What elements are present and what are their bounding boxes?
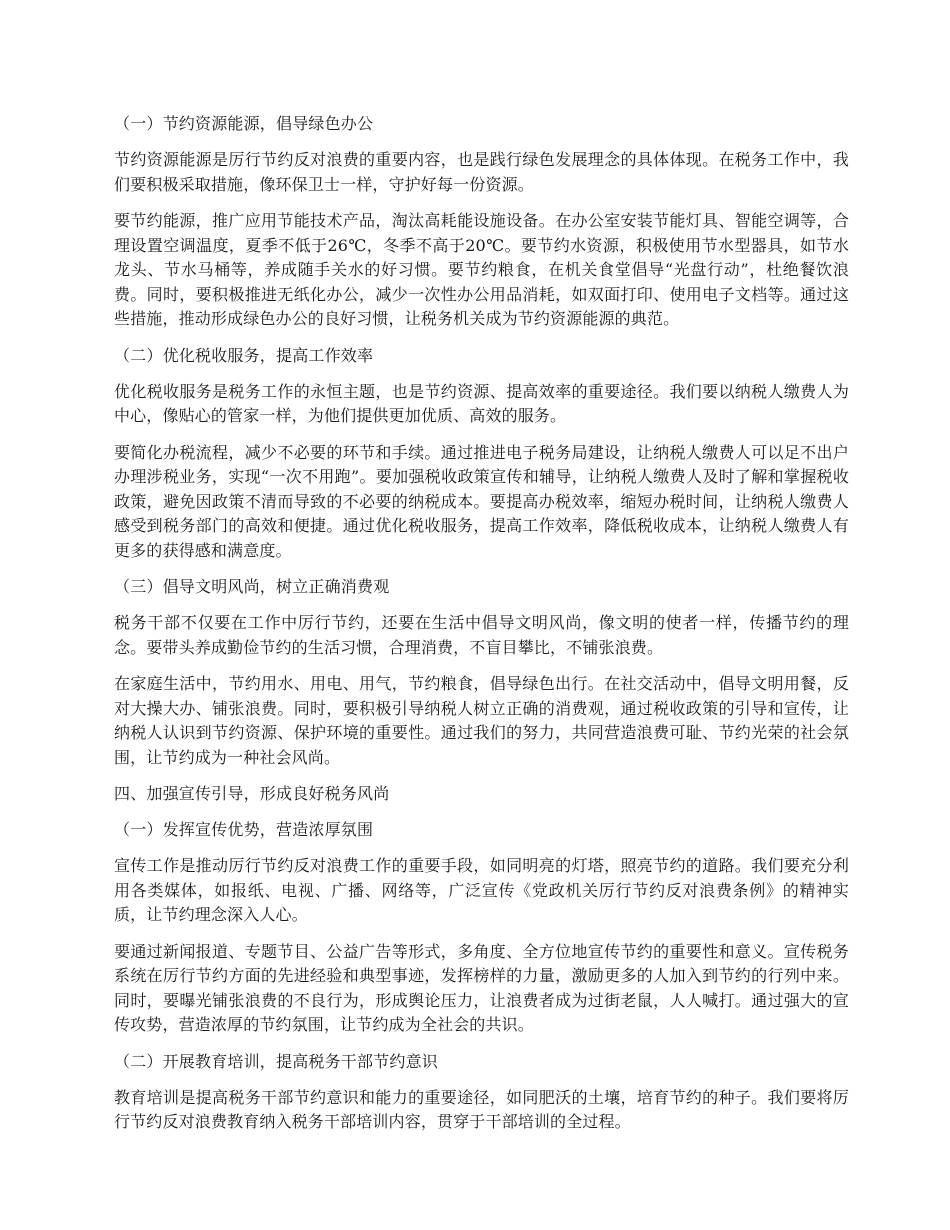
section-heading: （三）倡导文明风尚，树立正确消费观 [114,577,390,596]
document-body [114,112,849,1147]
section-heading: （二）优化税收服务，提高工作效率 [114,345,374,365]
paragraph: 宣传工作是推动厉行节约反对浪费工作的重要手段，如同明亮的灯塔，照亮节约的道路。我们要充分利用各类媒体，如报纸、电视、广播、网络等，广泛宣传《党政机关厉行节约反对浪费条例》的精神实质，让节约理念深入人心。 [114,856,849,924]
paragraph: 教育培训是提高税务干部节约意识和能力的重要途径，如同肥沃的土壤，培育节约的种子。我们要将厉行节约反对浪费教育纳入税务干部培训内容，贯穿于干部培训的全过程。 [114,1087,849,1131]
paragraph: 要节约能源，推广应用节能技术产品，淘汰高耗能设施设备。在办公室安装节能灯具、智能空调等，合理设置空调温度，夏季不低于26℃，冬季不高于20℃。要节约水资源，积极使用节水型器具，如节水龙头、节水马桶等，养成随手关水的好习惯。要节约粮食，在机关食堂倡导“光盘行动”，杜绝餐饮浪费。同时，要积极推进无纸化办公，减少一次性办公用品消耗，如双面打印、使用电子文档等。通过这些措施，推动形成绿色办公的良好习惯，让税务机关成为节约资源能源的典范。 [114,211,849,328]
section-heading: （一）发挥宣传优势，营造浓厚氛围 [114,820,374,839]
paragraph: 在家庭生活中，节约用水、用电、用气，节约粮食，倡导绿色出行。在社交活动中，倡导文明用餐，反对大操大办、铺张浪费。同时，要积极引导纳税人树立正确的消费观，通过税收政策的引导和宣传，让纳税人认识到节约资源、保护环境的重要性。通过我们的努力，共同营造浪费可耻、节约光荣的社会氛围，让节约成为一种社会风尚。 [114,674,849,767]
paragraph: 要通过新闻报道、专题节目、公益广告等形式，多角度、全方位地宣传节约的重要性和意义。宣传税务系统在厉行节约方面的先进经验和典型事迹，发挥榜样的力量，激励更多的人加入到节约的行列中来。同时，要曝光铺张浪费的不良行为，形成舆论压力，让浪费者成为过街老鼠，人人喊打。通过强大的宣传攻势，营造浓厚的节约氛围，让节约成为全社会的共识。 [114,941,849,1034]
paragraph: 优化税收服务是税务工作的永恒主题，也是节约资源、提高效率的重要途径。我们要以纳税人缴费人为中心，像贴心的管家一样，为他们提供更加优质、高效的服务。 [114,381,849,425]
paragraph: 要简化办税流程，减少不必要的环节和手续。通过推进电子税务局建设，让纳税人缴费人可以足不出户办理涉税业务，实现“一次不用跑”。要加强税收政策宣传和辅导，让纳税人缴费人及时了解和掌握税收政策，避免因政策不清而导致的不必要的纳税成本。要提高办税效率，缩短办税时间，让纳税人缴费人感受到税务部门的高效和便捷。通过优化税收服务，提高工作效率，降低税收成本，让纳税人缴费人有更多的获得感和满意度。 [114,442,849,560]
chapter-heading: 四、加强宣传引导，形成良好税务风尚 [114,784,390,803]
section-heading: （二）开展教育培训，提高税务干部节约意识 [114,1051,439,1071]
paragraph: 节约资源能源是厉行节约反对浪费的重要内容，也是践行绿色发展理念的具体体现。在税务工作中，我们要积极采取措施，像环保卫士一样，守护好每一份资源。 [114,150,849,194]
paragraph: 税务干部不仅要在工作中厉行节约，还要在生活中倡导文明风尚，像文明的使者一样，传播节约的理念。要带头养成勤俭节约的生活习惯，合理消费，不盲目攀比，不铺张浪费。 [114,613,849,657]
section-heading: （一）节约资源能源，倡导绿色办公 [114,114,374,133]
